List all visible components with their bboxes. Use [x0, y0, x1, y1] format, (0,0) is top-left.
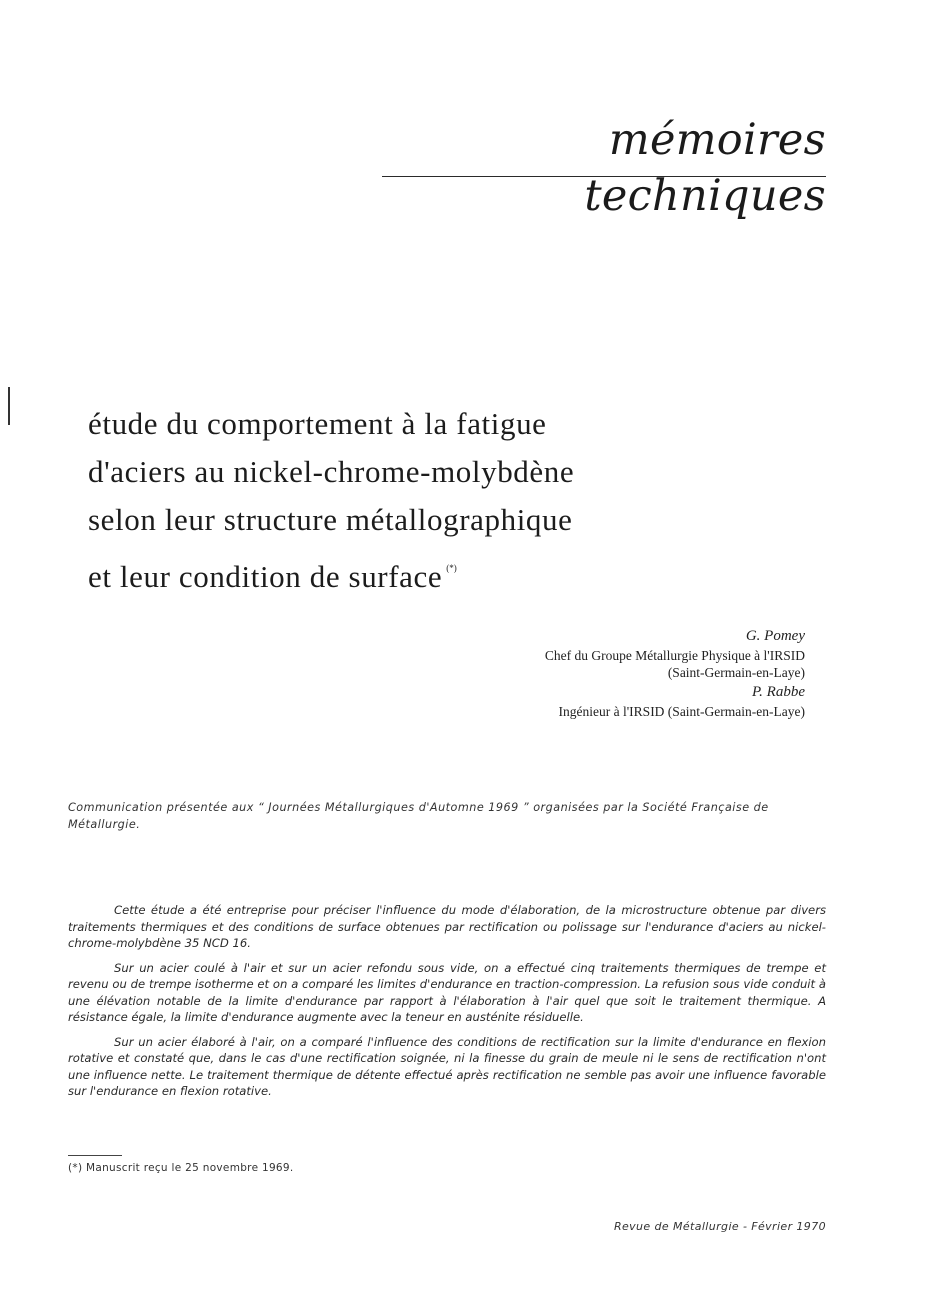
header-rule: [382, 176, 826, 177]
title-line-3: selon leur structure métallographique: [88, 502, 573, 537]
journal-footer: Revue de Métallurgie - Février 1970: [613, 1220, 826, 1233]
footnote-rule: [68, 1155, 122, 1156]
title-footnote-marker: (*): [446, 563, 457, 573]
abstract-paragraph: Sur un acier élaboré à l'air, on a comparé l'influence des conditions de rectification sur la limite d'endurance en flexion rotative et constaté que, dans le cas d'une rectification soignée, ni la finesse du grain de meule ni le sens de rectification n'ont une influence nette. Le traitement thermique de détente effectué après rectification ne semble pas avoir une influence favorable sur l'endurance en flexion rotative.: [68, 1034, 826, 1098]
author-name: P. Rabbe: [751, 684, 805, 700]
abstract-paragraph: Cette étude a été entreprise pour préciser l'influence du mode d'élaboration, de la microstructure obtenue par divers traitements thermiques et des conditions de surface obtenues par rectification ou polissage sur l'endurance d'aciers au nickel-chrome-molybdène 35 NCD 16.: [68, 903, 826, 950]
section-header: mémoires techniques: [584, 115, 826, 221]
author-name: G. Pomey: [745, 628, 805, 644]
abstract: [68, 902, 826, 1108]
author-affiliation: (Saint-Germain-en-Laye): [667, 665, 805, 680]
title-line-2: d'aciers au nickel-chrome-molybdène: [88, 454, 575, 489]
title-line-4: [88, 544, 768, 601]
margin-mark: [8, 387, 10, 425]
authors-block: [420, 625, 805, 720]
author-affiliation: Chef du Groupe Métallurgie Physique à l'IRSID: [544, 648, 805, 663]
communication-note: Communication présentée aux “ Journées Métallurgiques d'Automne 1969 ” organisées par la Société Française de Métallurgie.: [68, 801, 769, 831]
title-line-4-text: et leur condition de surface: [88, 559, 443, 594]
abstract-paragraph: Sur un acier coulé à l'air et sur un acier refondu sous vide, on a effectué cinq traitements thermiques de trempe et revenu ou de trempe isotherme et on a comparé les limites d'endurance en traction-compression. La refusion sous vide conduit à une élévation notable de la limite d'endurance par rapport à l'élaboration à l'air quel que soit le traitement thermique. A résistance égale, la limite d'endurance augmente avec la teneur en austénite résiduelle.: [68, 960, 826, 1024]
author-affiliation: Ingénieur à l'IRSID (Saint-Germain-en-Laye): [558, 704, 805, 719]
title-line-1: étude du comportement à la fatigue: [88, 406, 547, 441]
article-title: [88, 400, 768, 601]
footnote: (*) Manuscrit reçu le 25 novembre 1969.: [68, 1162, 294, 1174]
